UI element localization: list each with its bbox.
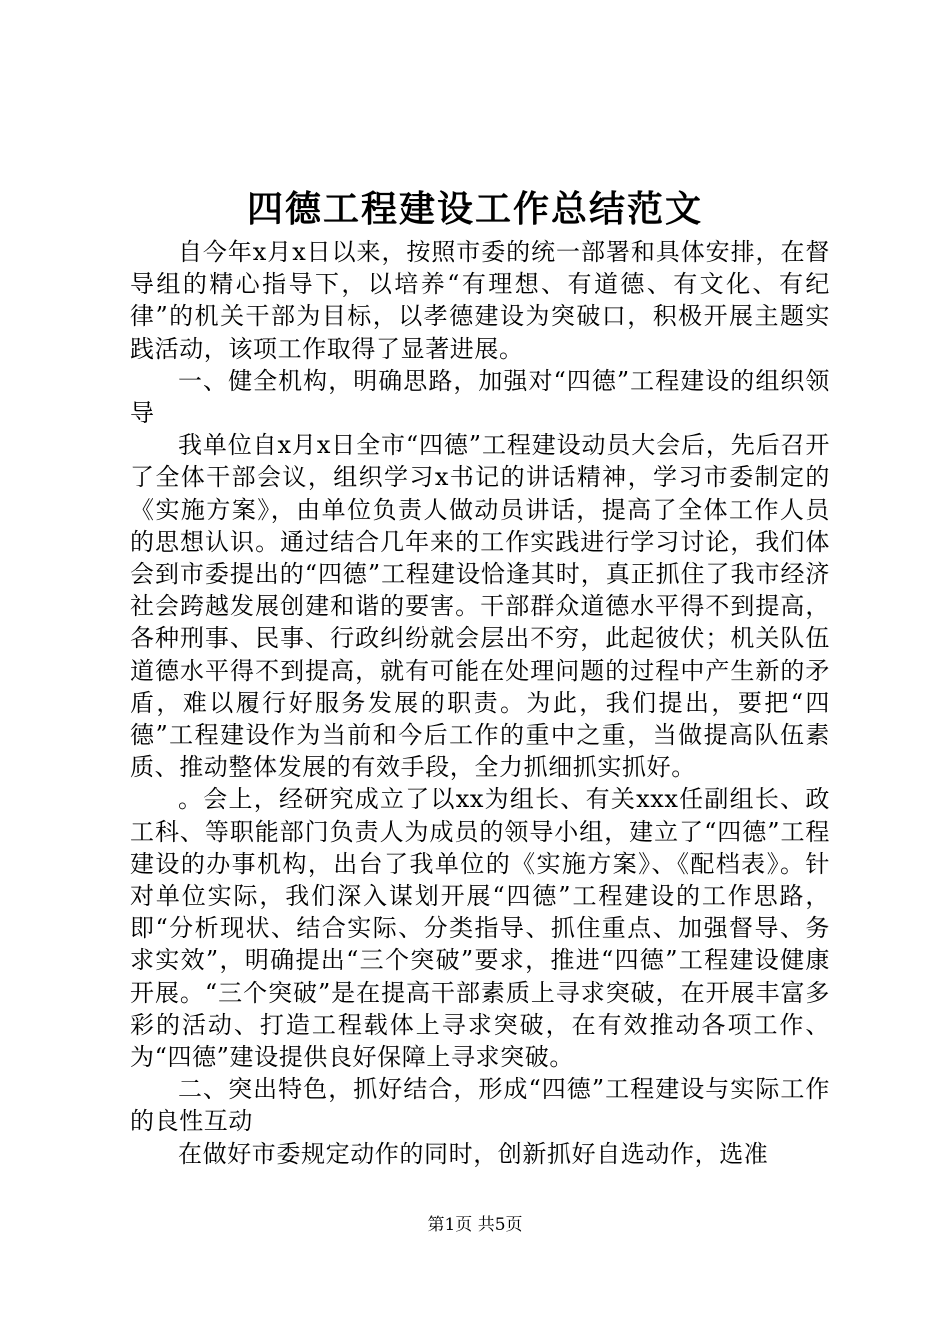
section-heading-1: 一、健全机构，明确思路，加强对“四德”工程建设的组织领导: [130, 366, 830, 428]
page-number-footer: 第1页 共5页: [427, 1215, 523, 1235]
document-title: 四德工程建设工作总结范文: [246, 188, 703, 230]
section-heading-2: 二、突出特色，抓好结合，形成“四德”工程建设与实际工作的良性互动: [130, 1075, 830, 1136]
body-paragraph: 在做好市委规定动作的同时，创新抓好自选动作，选准: [178, 1139, 769, 1168]
document-body: [130, 236, 830, 1170]
body-paragraph: 我单位自x月x日全市“四德”工程建设动员大会后，先后召开了全体干部会议，组织学习x书记的讲话精神，学习市委制定的《实施方案》，由单位负责人做动员讲话，提高了全体工作人员的思想认识。通过结合几年来的工作实践进行学习讨论，我们体会到市委提出的“四德”工程建设恰逢其时，真正抓住了我市经济社会跨越发展创建和谐的要害。干部群众道德水平得不到提高，各种刑事、民事、行政纠纷就会层出不穷，此起彼伏；机关队伍道德水平得不到提高，就有可能在处理问题的过程中产生新的矛盾，难以履行好服务发展的职责。为此，我们提出，要把“四德”工程建设作为当前和今后工作的重中之重，当做提高队伍素质、推动整体发展的有效手段，全力抓细抓实抓好。: [130, 431, 830, 782]
body-paragraph: 。会上，经研究成立了以xx为组长、有关xxx任副组长、政工科、等职能部门负责人为成员的领导小组，建立了“四德”工程建设的办事机构，出台了我单位的《实施方案》、《配档表》。针对单位实际，我们深入谋划开展“四德”工程建设的工作思路，即“分析现状、结合实际、分类指导、抓住重点、加强督导、务求实效”，明确提出“三个突破”要求，推进“四德”工程建设健康开展。“三个突破”是在提高干部素质上寻求突破，在开展丰富多彩的活动、打造工程载体上寻求突破，在有效推动各项工作、为“四德”建设提供良好保障上寻求突破。: [130, 785, 830, 1072]
intro-paragraph: 自今年x月x日以来，按照市委的统一部署和具体安排，在督导组的精心指导下，以培养“有理想、有道德、有文化、有纪律”的机关干部为目标，以孝德建设为突破口，积极开展主题实践活动，该项工作取得了显著进展。: [130, 238, 830, 363]
